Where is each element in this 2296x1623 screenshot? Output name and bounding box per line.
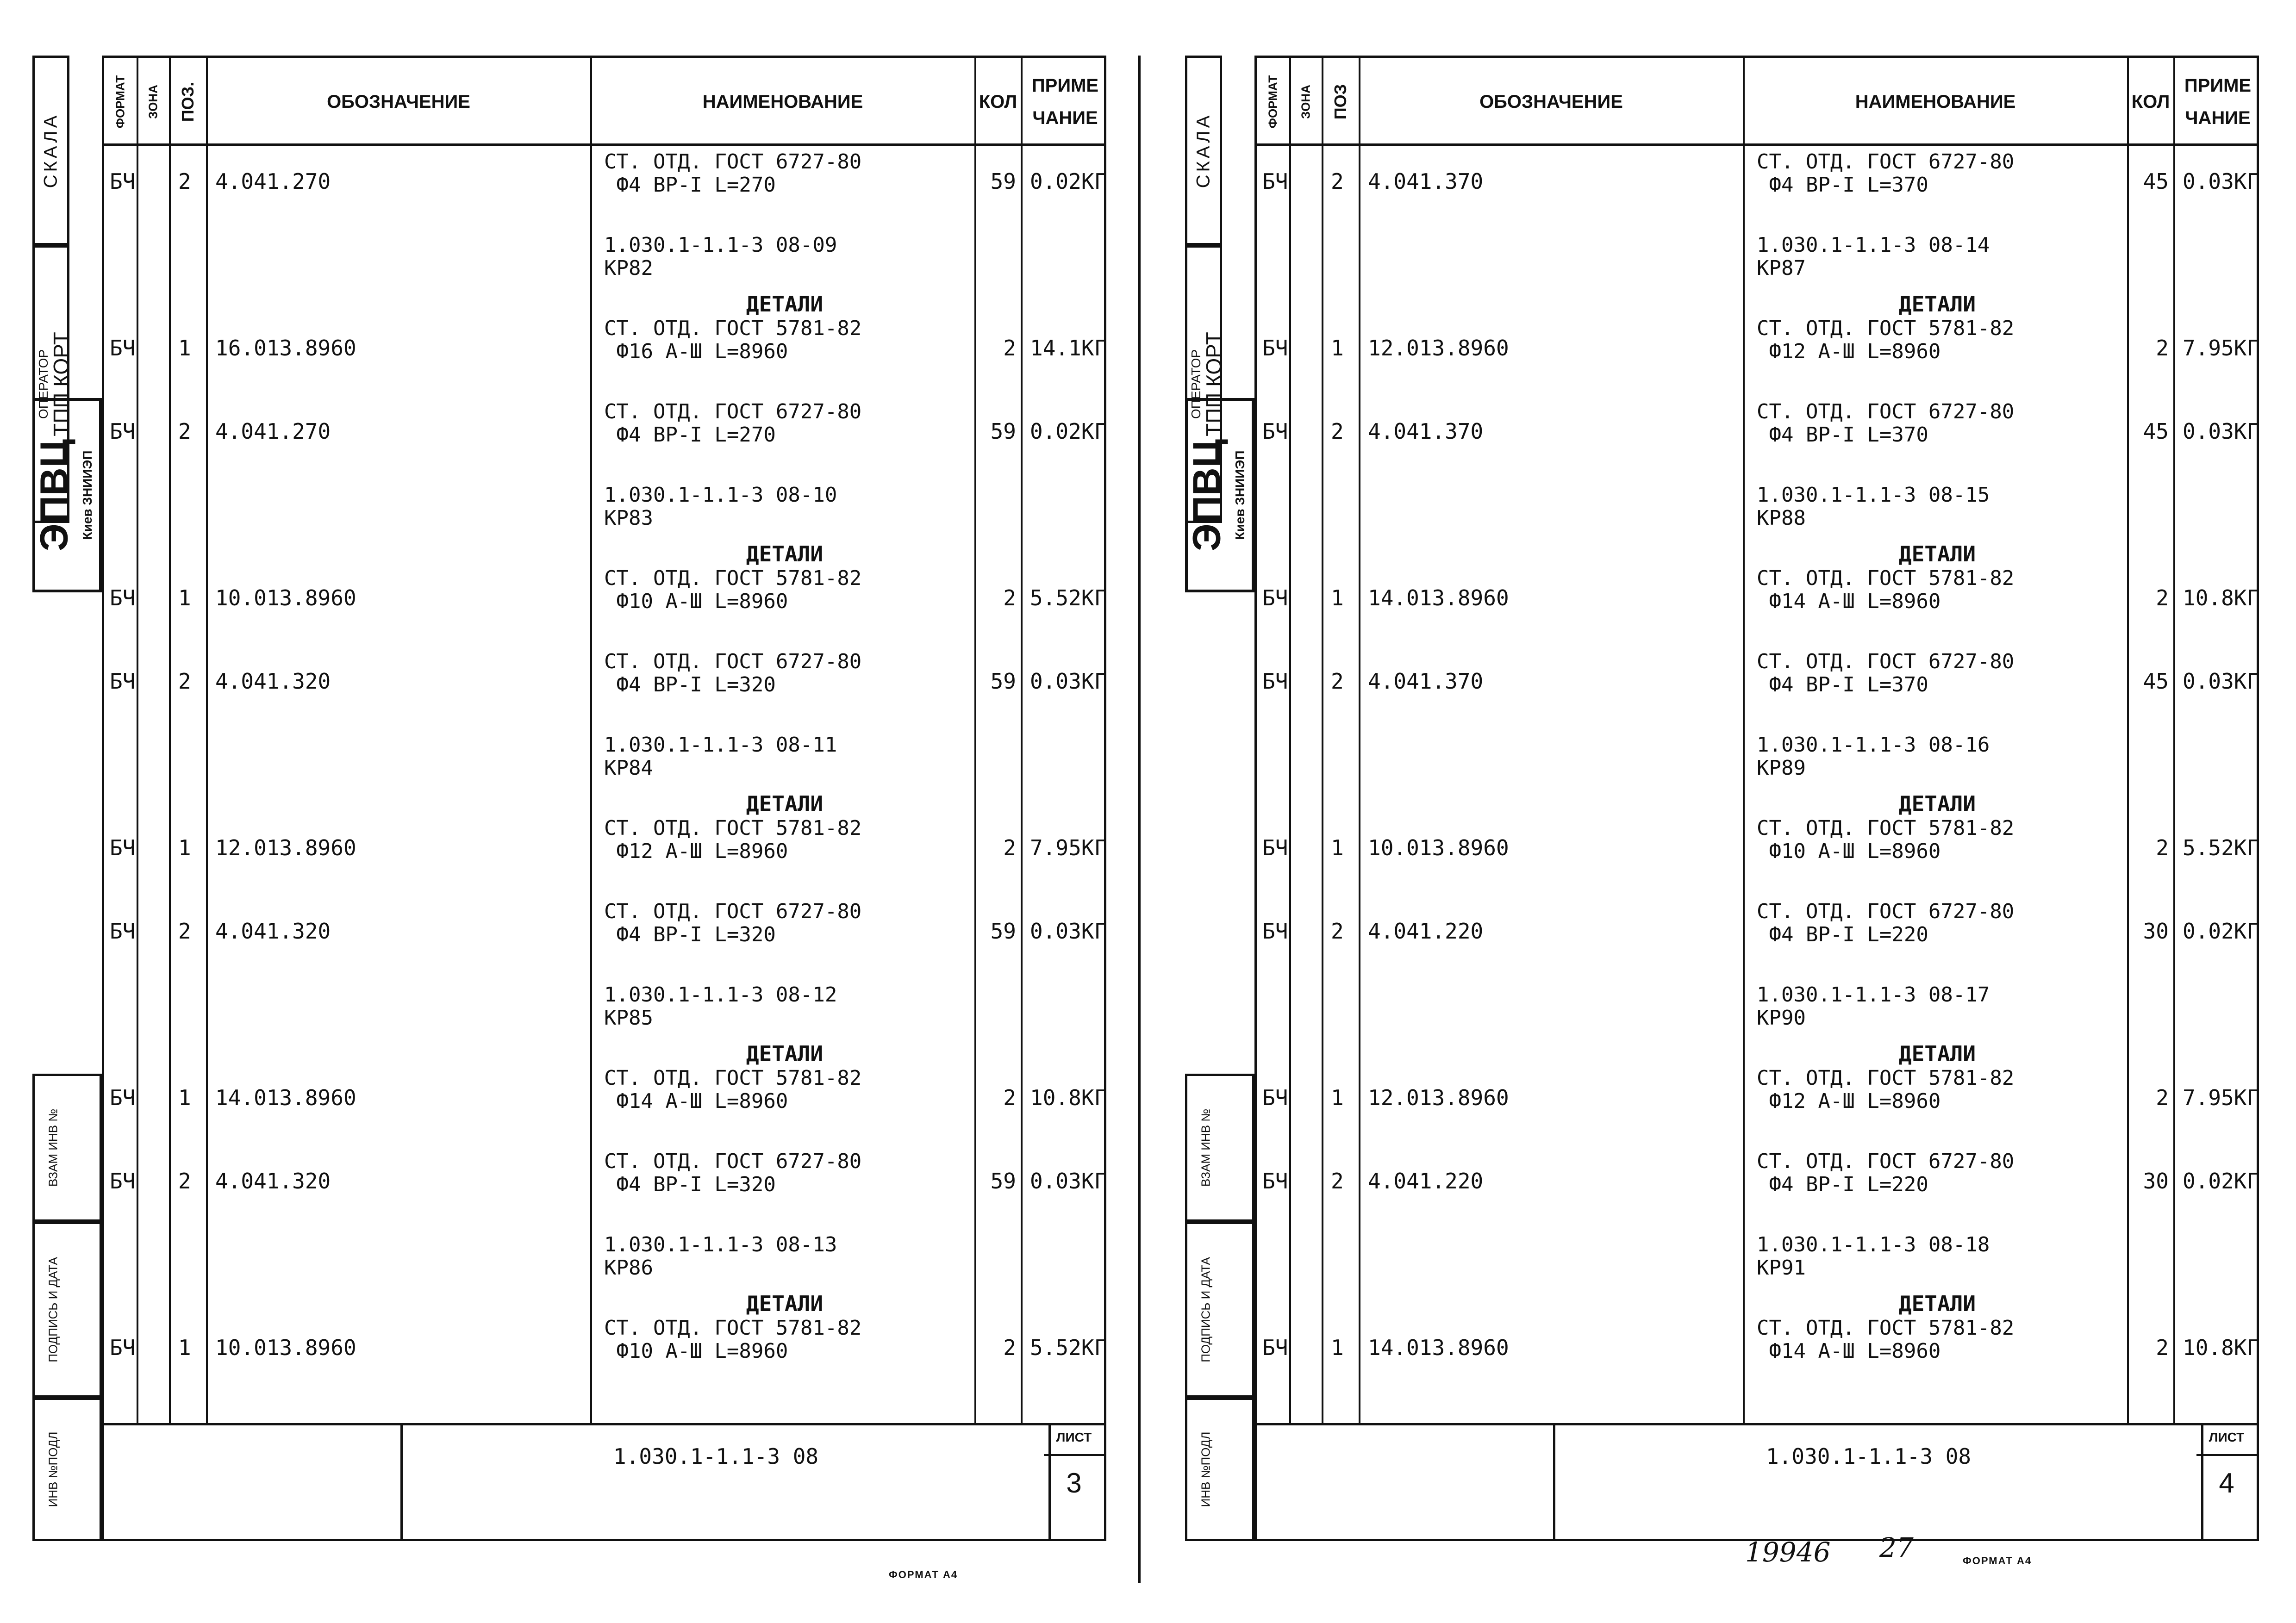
row-pos: 2: [178, 419, 191, 444]
row-format: БЧ: [1262, 669, 1288, 694]
stamp-skala: СКАЛА: [40, 112, 61, 188]
row-note: 0.02КГ: [1030, 169, 1107, 194]
stamp-operator: ОПЕРАТОР: [1189, 349, 1203, 419]
row-qty: 2: [1003, 336, 1016, 361]
row-name-line2: Ф12 А-Ш L=8960: [1757, 1089, 1941, 1113]
row-qty: 59: [990, 169, 1016, 194]
group-code: 1.030.1-1.1-3 08-11: [604, 733, 837, 757]
row-designation: 14.013.8960: [1368, 1335, 1509, 1360]
row-qty: 30: [2143, 1169, 2169, 1194]
header-qty: КОЛ: [979, 91, 1017, 112]
row-qty: 2: [1003, 1335, 1016, 1360]
table-row: [104, 150, 1107, 220]
title-block: [102, 1425, 1106, 1541]
stamp-kiev: Киев ЗНИИЭП: [1233, 450, 1247, 540]
table-row: [104, 1066, 1107, 1136]
table-row: [104, 816, 1107, 886]
row-qty: 2: [1003, 1085, 1016, 1110]
row-note: 0.02КГ: [2183, 1169, 2260, 1194]
group-mark: КР89: [1757, 756, 1806, 780]
group-heading: [104, 733, 1104, 816]
row-note: 5.52КГ: [2183, 835, 2260, 860]
group-code: 1.030.1-1.1-3 08-09: [604, 233, 837, 257]
format-label: ФОРМАТ А4: [1963, 1555, 2032, 1567]
table-row: [104, 650, 1107, 720]
group-mark: КР91: [1757, 1256, 1806, 1280]
group-title: ДЕТАЛИ: [746, 1041, 824, 1066]
row-name-line2: Ф10 А-Ш L=8960: [604, 590, 788, 613]
stamp-podpis: ПОДПИСЬ И ДАТА: [1198, 1257, 1213, 1362]
group-heading: [104, 983, 1104, 1066]
table-row: [1257, 150, 2260, 220]
header-designation: ОБОЗНАЧЕНИЕ: [1479, 91, 1623, 112]
row-name-line2: Ф16 А-Ш L=8960: [604, 340, 788, 363]
row-note: 5.52КГ: [1030, 585, 1107, 610]
row-format: БЧ: [110, 1335, 136, 1360]
row-name-line1: СТ. ОТД. ГОСТ 6727-80: [604, 650, 862, 673]
row-pos: 1: [1331, 585, 1344, 610]
row-format: БЧ: [110, 1085, 136, 1110]
stamp-inv-box: [1185, 1398, 1254, 1541]
row-format: БЧ: [1262, 419, 1288, 444]
stamp-epvc: ЭПВЦ: [1185, 439, 1229, 552]
group-title: ДЕТАЛИ: [746, 541, 824, 566]
group-title: ДЕТАЛИ: [1898, 292, 1976, 317]
row-pos: 1: [1331, 336, 1344, 361]
table-row: [1257, 900, 2260, 970]
row-name-line2: Ф12 А-Ш L=8960: [604, 839, 788, 863]
row-note: 0.03КГ: [2183, 169, 2260, 194]
list-label: ЛИСТ: [1056, 1430, 1092, 1444]
row-designation: 10.013.8960: [215, 1335, 356, 1360]
header-note: ПРИМЕ ЧАНИЕ: [2184, 75, 2252, 128]
row-note: 0.03КГ: [1030, 919, 1107, 944]
table-row: [1257, 566, 2260, 636]
row-pos: 2: [1331, 1169, 1344, 1194]
stamp-inv: ИНВ №ПОДЛ: [46, 1431, 60, 1507]
header-name: НАИМЕНОВАНИЕ: [1855, 91, 2016, 112]
table-row: [104, 566, 1107, 636]
row-name-line1: СТ. ОТД. ГОСТ 6727-80: [1757, 150, 2015, 174]
header-format: ФОРМАТ: [113, 75, 127, 129]
row-name-line2: Ф10 А-Ш L=8960: [604, 1339, 788, 1363]
sheet-3: [32, 56, 1107, 1580]
table-row: [1257, 317, 2260, 386]
row-name-line2: Ф4 ВР-I L=370: [1757, 423, 1928, 447]
row-note: 0.03КГ: [1030, 669, 1107, 694]
row-name-line2: Ф4 ВР-I L=220: [1757, 1173, 1928, 1196]
table-row: [1257, 1316, 2260, 1386]
row-note: 10.8КГ: [1030, 1085, 1107, 1110]
row-pos: 1: [178, 1335, 191, 1360]
group-title: ДЕТАЛИ: [746, 292, 824, 317]
group-mark: КР88: [1757, 506, 1806, 530]
row-name-line2: Ф14 А-Ш L=8960: [1757, 590, 1941, 613]
row-qty: 2: [1003, 585, 1016, 610]
group-code: 1.030.1-1.1-3 08-13: [604, 1233, 837, 1256]
stamp-tpp: ТПП КОРТ: [1202, 332, 1226, 436]
row-designation: 12.013.8960: [1368, 1085, 1509, 1110]
stamp-epvc-box: [32, 398, 102, 592]
row-pos: 2: [1331, 669, 1344, 694]
group-title: ДЕТАЛИ: [1898, 791, 1976, 816]
group-code: 1.030.1-1.1-3 08-18: [1757, 1233, 1990, 1256]
header-pos: ПОЗ.: [178, 81, 197, 122]
group-code: 1.030.1-1.1-3 08-16: [1757, 733, 1990, 757]
group-mark: КР83: [604, 506, 653, 530]
stamp-skala: СКАЛА: [1193, 112, 1214, 188]
table-row: [1257, 400, 2260, 470]
row-format: БЧ: [110, 419, 136, 444]
row-format: БЧ: [1262, 835, 1288, 860]
group-title: ДЕТАЛИ: [746, 1291, 824, 1316]
header-designation: ОБОЗНАЧЕНИЕ: [327, 91, 470, 112]
row-qty: 59: [990, 669, 1016, 694]
row-note: 14.1КГ: [1030, 336, 1107, 361]
stamp-epvc-box: [1185, 398, 1254, 592]
stamp-podpis-box: [32, 1222, 102, 1398]
row-format: БЧ: [110, 585, 136, 610]
row-designation: 4.041.270: [215, 419, 331, 444]
row-format: БЧ: [1262, 1085, 1288, 1110]
group-title: ДЕТАЛИ: [1898, 1041, 1976, 1066]
stamp-skala-box: [32, 56, 69, 245]
row-designation: 4.041.320: [215, 669, 331, 694]
group-mark: КР86: [604, 1256, 653, 1280]
side-stamp: [1185, 56, 1254, 1541]
row-name-line2: Ф4 ВР-I L=370: [1757, 173, 1928, 197]
row-pos: 2: [1331, 919, 1344, 944]
row-note: 10.8КГ: [2183, 585, 2260, 610]
row-designation: 4.041.370: [1368, 669, 1484, 694]
row-pos: 1: [178, 1085, 191, 1110]
row-name-line1: СТ. ОТД. ГОСТ 5781-82: [604, 317, 862, 340]
group-heading: [1257, 983, 2257, 1066]
row-note: 7.95КГ: [2183, 336, 2260, 361]
table-row: [1257, 1066, 2260, 1136]
stamp-vzam-box: [1185, 1074, 1254, 1222]
row-designation: 10.013.8960: [1368, 835, 1509, 860]
row-pos: 1: [1331, 1335, 1344, 1360]
header-zone: ЗОНА: [146, 85, 160, 119]
stamp-operator: ОПЕРАТОР: [36, 349, 50, 419]
row-format: БЧ: [1262, 585, 1288, 610]
group-code: 1.030.1-1.1-3 08-17: [1757, 983, 1990, 1007]
row-note: 7.95КГ: [2183, 1085, 2260, 1110]
row-format: БЧ: [110, 919, 136, 944]
row-name-line2: Ф12 А-Ш L=8960: [1757, 340, 1941, 363]
row-qty: 2: [2156, 336, 2169, 361]
row-pos: 2: [178, 169, 191, 194]
row-qty: 59: [990, 1169, 1016, 1194]
group-title: ДЕТАЛИ: [1898, 541, 1976, 566]
row-qty: 2: [2156, 835, 2169, 860]
stamp-podpis: ПОДПИСЬ И ДАТА: [46, 1257, 60, 1362]
row-qty: 30: [2143, 919, 2169, 944]
group-heading: [104, 233, 1104, 317]
row-format: БЧ: [110, 169, 136, 194]
sheet-4: [1185, 56, 2260, 1568]
group-heading: [1257, 233, 2257, 317]
stamp-vzam: ВЗАМ ИНВ №: [46, 1108, 60, 1187]
row-name-line1: СТ. ОТД. ГОСТ 5781-82: [1757, 317, 2015, 340]
group-heading: [1257, 733, 2257, 816]
group-mark: КР87: [1757, 256, 1806, 280]
spec-table: [1254, 56, 2259, 1425]
row-name-line2: Ф4 ВР-I L=320: [604, 673, 776, 696]
row-name-line2: Ф4 ВР-I L=220: [1757, 923, 1928, 946]
group-heading: [1257, 1233, 2257, 1316]
list-label: ЛИСТ: [2209, 1430, 2245, 1444]
row-name-line2: Ф10 А-Ш L=8960: [1757, 839, 1941, 863]
group-mark: КР82: [604, 256, 653, 280]
row-name-line1: СТ. ОТД. ГОСТ 6727-80: [604, 400, 862, 423]
row-designation: 4.041.220: [1368, 1169, 1484, 1194]
stamp-epvc: ЭПВЦ: [32, 439, 76, 552]
row-qty: 2: [2156, 585, 2169, 610]
stamp-skala-box: [1185, 56, 1222, 245]
row-qty: 45: [2143, 669, 2169, 694]
row-name-line2: Ф14 А-Ш L=8960: [1757, 1339, 1941, 1363]
row-note: 0.03КГ: [1030, 1169, 1107, 1194]
row-pos: 2: [178, 919, 191, 944]
row-note: 0.03КГ: [2183, 419, 2260, 444]
stamp-inv: ИНВ №ПОДЛ: [1198, 1431, 1213, 1507]
row-note: 7.95КГ: [1030, 835, 1107, 860]
row-format: БЧ: [110, 835, 136, 860]
row-format: БЧ: [1262, 1169, 1288, 1194]
row-name-line1: СТ. ОТД. ГОСТ 6727-80: [1757, 400, 2015, 423]
handwritten-number: 19946: [1745, 1536, 1831, 1568]
title-block-code: 1.030.1-1.1-3 08: [613, 1444, 819, 1469]
row-format: БЧ: [1262, 336, 1288, 361]
row-name-line1: СТ. ОТД. ГОСТ 5781-82: [1757, 1066, 2015, 1090]
format-label: ФОРМАТ А4: [889, 1569, 958, 1580]
header-note: ПРИМЕ ЧАНИЕ: [1031, 75, 1099, 128]
row-qty: 45: [2143, 419, 2169, 444]
table-row: [1257, 1150, 2260, 1219]
row-format: БЧ: [1262, 169, 1288, 194]
row-designation: 4.041.220: [1368, 919, 1484, 944]
row-qty: 45: [2143, 169, 2169, 194]
row-pos: 2: [1331, 419, 1344, 444]
sheet-number: 3: [1066, 1468, 1082, 1499]
sheet-number: 4: [2219, 1468, 2234, 1499]
row-designation: 4.041.370: [1368, 169, 1484, 194]
row-pos: 1: [178, 336, 191, 361]
row-name-line1: СТ. ОТД. ГОСТ 5781-82: [604, 816, 862, 840]
row-pos: 1: [1331, 1085, 1344, 1110]
row-designation: 12.013.8960: [215, 835, 356, 860]
row-pos: 1: [178, 585, 191, 610]
header-pos: ПОЗ: [1331, 84, 1350, 120]
row-format: БЧ: [110, 1169, 136, 1194]
table-row: [104, 900, 1107, 970]
side-stamp: [32, 56, 102, 1541]
row-format: БЧ: [1262, 919, 1288, 944]
handwritten-page: 27: [1879, 1532, 1914, 1563]
row-name-line2: Ф4 ВР-I L=320: [604, 923, 776, 946]
header-zone: ЗОНА: [1298, 85, 1313, 119]
row-pos: 1: [178, 835, 191, 860]
group-heading: [104, 483, 1104, 566]
row-name-line1: СТ. ОТД. ГОСТ 6727-80: [1757, 650, 2015, 673]
page-divider: [1138, 56, 1141, 1583]
row-name-line1: СТ. ОТД. ГОСТ 6727-80: [1757, 1150, 2015, 1173]
group-code: 1.030.1-1.1-3 08-15: [1757, 483, 1990, 507]
row-name-line2: Ф14 А-Ш L=8960: [604, 1089, 788, 1113]
sheet-number-box: [2196, 1425, 2257, 1539]
row-name-line1: СТ. ОТД. ГОСТ 5781-82: [1757, 1316, 2015, 1340]
row-name-line1: СТ. ОТД. ГОСТ 6727-80: [604, 150, 862, 174]
title-block-code: 1.030.1-1.1-3 08: [1766, 1444, 1972, 1469]
table-row: [104, 400, 1107, 470]
header-qty: КОЛ: [2131, 91, 2170, 112]
row-designation: 10.013.8960: [215, 585, 356, 610]
sheet-number-box: [1044, 1425, 1104, 1539]
row-qty: 59: [990, 919, 1016, 944]
stamp-kiev: Киев ЗНИИЭП: [80, 450, 94, 540]
row-name-line2: Ф4 ВР-I L=270: [604, 423, 776, 447]
row-qty: 2: [2156, 1335, 2169, 1360]
header-name: НАИМЕНОВАНИЕ: [702, 91, 863, 112]
row-format: БЧ: [110, 336, 136, 361]
row-pos: 2: [178, 1169, 191, 1194]
row-pos: 1: [1331, 835, 1344, 860]
row-designation: 4.041.320: [215, 919, 331, 944]
row-name-line1: СТ. ОТД. ГОСТ 5781-82: [604, 1066, 862, 1090]
row-note: 10.8КГ: [2183, 1335, 2260, 1360]
table-row: [104, 1150, 1107, 1219]
row-name-line2: Ф4 ВР-I L=370: [1757, 673, 1928, 696]
group-code: 1.030.1-1.1-3 08-12: [604, 983, 837, 1007]
group-title: ДЕТАЛИ: [746, 791, 824, 816]
row-name-line1: СТ. ОТД. ГОСТ 5781-82: [1757, 566, 2015, 590]
stamp-inv-box: [32, 1398, 102, 1541]
row-pos: 2: [1331, 169, 1344, 194]
header-format: ФОРМАТ: [1266, 75, 1280, 129]
group-title: ДЕТАЛИ: [1898, 1291, 1976, 1316]
stamp-vzam: ВЗАМ ИНВ №: [1198, 1108, 1213, 1187]
row-note: 5.52КГ: [1030, 1335, 1107, 1360]
row-name-line2: Ф4 ВР-I L=270: [604, 173, 776, 197]
row-note: 0.02КГ: [1030, 419, 1107, 444]
table-row: [104, 317, 1107, 386]
spec-table: [102, 56, 1106, 1425]
row-designation: 16.013.8960: [215, 336, 356, 361]
row-name-line2: Ф4 ВР-I L=320: [604, 1173, 776, 1196]
row-format: БЧ: [110, 669, 136, 694]
row-note: 0.03КГ: [2183, 669, 2260, 694]
row-designation: 4.041.320: [215, 1169, 331, 1194]
row-qty: 2: [2156, 1085, 2169, 1110]
table-row: [1257, 650, 2260, 720]
row-designation: 4.041.370: [1368, 419, 1484, 444]
row-qty: 2: [1003, 835, 1016, 860]
group-code: 1.030.1-1.1-3 08-10: [604, 483, 837, 507]
group-mark: КР85: [604, 1006, 653, 1030]
row-pos: 2: [178, 669, 191, 694]
table-row: [104, 1316, 1107, 1386]
group-heading: [104, 1233, 1104, 1316]
row-designation: 4.041.270: [215, 169, 331, 194]
stamp-podpis-box: [1185, 1222, 1254, 1398]
row-designation: 14.013.8960: [1368, 585, 1509, 610]
row-name-line1: СТ. ОТД. ГОСТ 5781-82: [1757, 816, 2015, 840]
group-mark: КР84: [604, 756, 653, 780]
group-code: 1.030.1-1.1-3 08-14: [1757, 233, 1990, 257]
stamp-tpp: ТПП КОРТ: [49, 332, 73, 436]
row-format: БЧ: [1262, 1335, 1288, 1360]
row-name-line1: СТ. ОТД. ГОСТ 6727-80: [604, 900, 862, 923]
row-name-line1: СТ. ОТД. ГОСТ 6727-80: [604, 1150, 862, 1173]
group-heading: [1257, 483, 2257, 566]
row-designation: 12.013.8960: [1368, 336, 1509, 361]
row-designation: 14.013.8960: [215, 1085, 356, 1110]
row-name-line1: СТ. ОТД. ГОСТ 6727-80: [1757, 900, 2015, 923]
row-name-line1: СТ. ОТД. ГОСТ 5781-82: [604, 1316, 862, 1340]
stamp-vzam-box: [32, 1074, 102, 1222]
row-note: 0.02КГ: [2183, 919, 2260, 944]
table-row: [1257, 816, 2260, 886]
group-mark: КР90: [1757, 1006, 1806, 1030]
row-qty: 59: [990, 419, 1016, 444]
row-name-line1: СТ. ОТД. ГОСТ 5781-82: [604, 566, 862, 590]
title-block: [1254, 1425, 2259, 1541]
